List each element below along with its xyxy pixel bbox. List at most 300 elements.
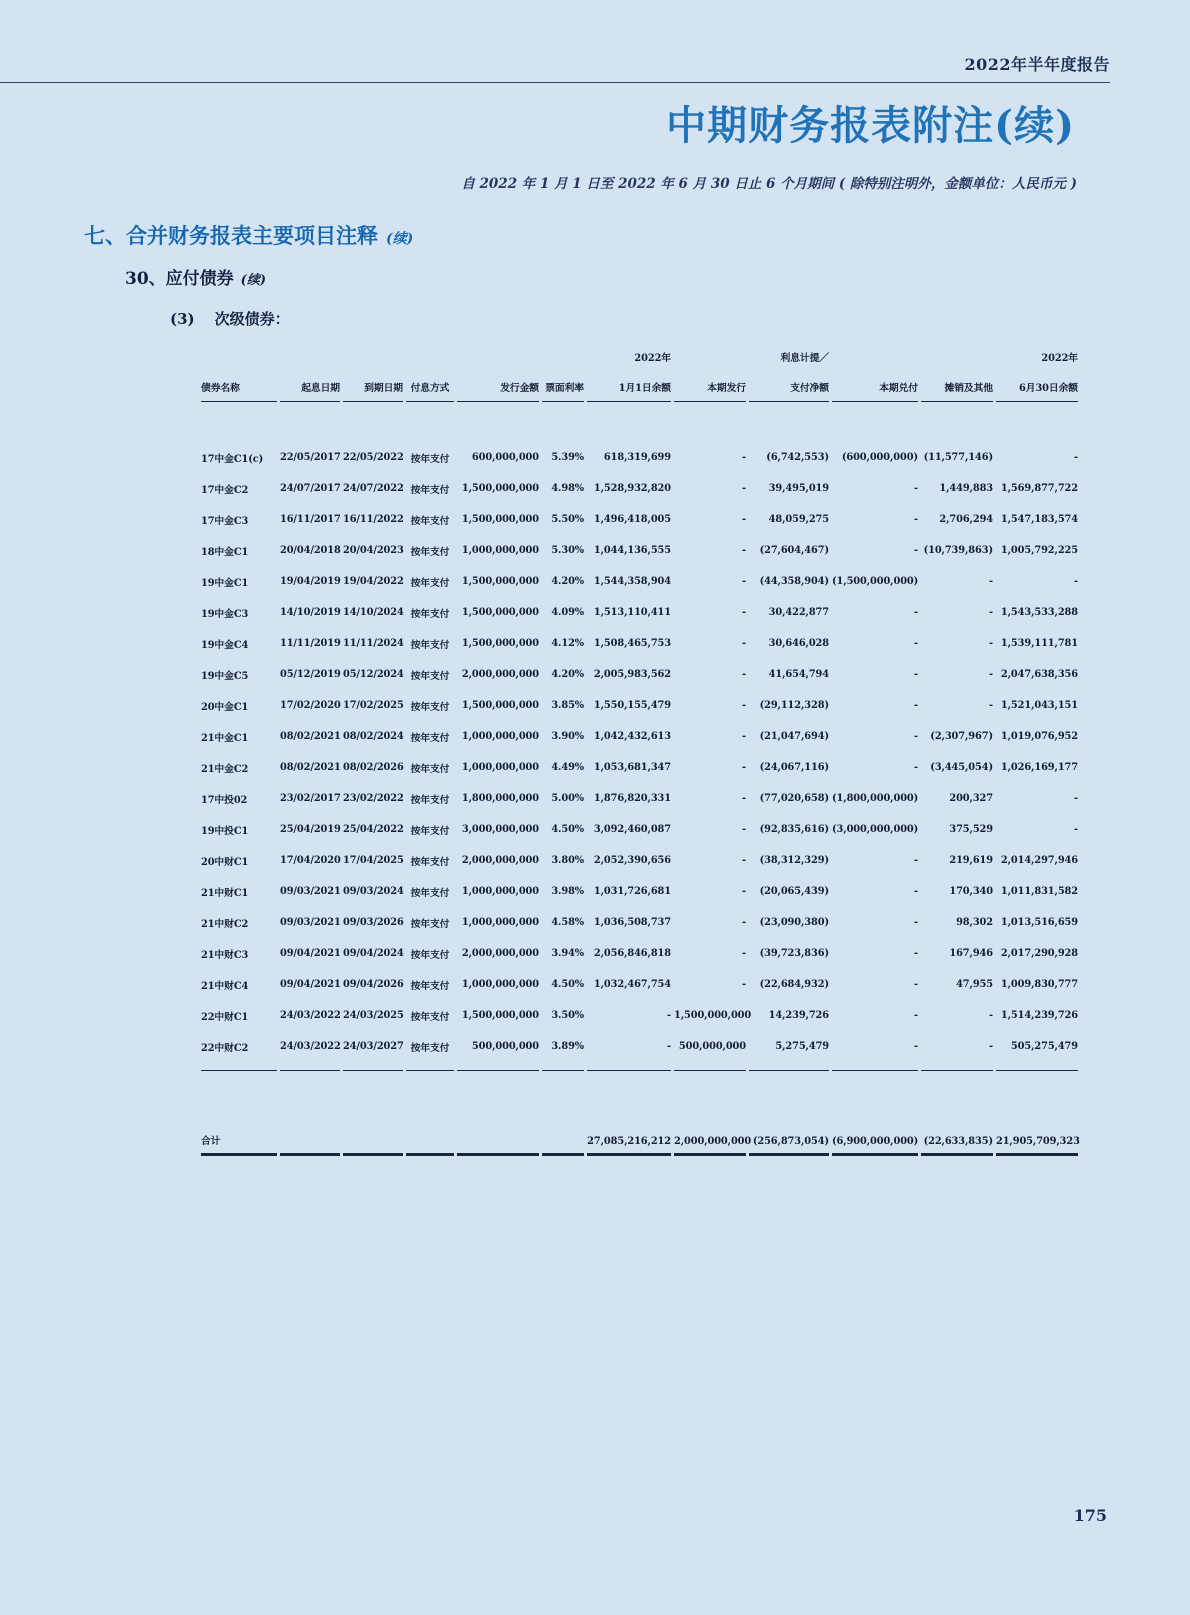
bond-cell: 5.00%	[551, 793, 584, 804]
bond-cell: 按年支付	[410, 453, 450, 465]
bond-cell: -	[914, 545, 918, 556]
bond-cell: 1,500,000,000	[674, 1010, 752, 1021]
bond-cell: 25/04/2022	[343, 824, 404, 835]
bond-cell: (2,307,967)	[930, 731, 993, 742]
bond-cell: 24/07/2022	[343, 483, 404, 494]
bond-cell: 167,946	[949, 948, 993, 959]
bond-cell: 16/11/2022	[343, 514, 404, 525]
bond-cell: (3,445,054)	[930, 762, 993, 773]
column-header: 2022年	[1041, 353, 1078, 364]
bond-cell: 22中财C2	[201, 1031, 277, 1071]
bond-cell: 14/10/2024	[343, 607, 404, 618]
bond-cell: 1,013,516,659	[1000, 917, 1078, 928]
bond-cell: -	[742, 669, 746, 680]
bond-cell: (600,000,000)	[841, 452, 918, 463]
bond-cell: 09/04/2021	[280, 979, 341, 990]
column-header	[343, 334, 403, 364]
column-header	[457, 334, 539, 364]
bond-cell: 3.50%	[551, 1010, 584, 1021]
bond-cell: 1,569,877,722	[1000, 483, 1078, 494]
column-header: 票面利率	[542, 364, 584, 402]
bond-cell: 2,005,983,562	[593, 669, 671, 680]
bond-cell: 1,876,820,331	[593, 793, 671, 804]
bond-cell: 21中财C4	[201, 980, 249, 992]
bond-cell: 1,500,000,000	[461, 638, 539, 649]
column-header	[674, 334, 746, 364]
column-header	[542, 334, 584, 364]
section-heading-suffix: (续)	[386, 231, 414, 247]
bond-cell: -	[989, 1010, 993, 1021]
bond-cell: 4.20%	[551, 576, 584, 587]
subsection-heading-text: 30、应付债券	[125, 269, 234, 289]
bond-cell: -	[914, 762, 918, 773]
bond-cell: 24/07/2017	[280, 483, 341, 494]
bond-cell: -	[742, 700, 746, 711]
bond-cell: 2,017,290,928	[1000, 948, 1078, 959]
bond-cell: 09/04/2024	[343, 948, 404, 959]
bond-cell: -	[587, 1031, 671, 1071]
bond-cell: -	[742, 948, 746, 959]
bond-cell: 600,000,000	[471, 452, 539, 463]
bond-cell: 19/04/2019	[280, 576, 341, 587]
table-row	[201, 845, 1078, 876]
table-row	[201, 504, 1078, 535]
bond-cell: 23/02/2017	[280, 793, 341, 804]
bond-cell: 19中金C4	[201, 639, 249, 651]
bond-cell: -	[914, 638, 918, 649]
total-empty-cell	[406, 1071, 454, 1156]
bond-cell: 按年支付	[410, 484, 450, 496]
bond-cell: 09/04/2021	[280, 948, 341, 959]
bond-cell: -	[989, 700, 993, 711]
table-row	[201, 969, 1078, 1000]
bond-cell: 2,052,390,656	[593, 855, 671, 866]
bond-cell: 48,059,275	[768, 514, 829, 525]
bond-cell: 5.39%	[551, 452, 584, 463]
bond-cell: -	[742, 607, 746, 618]
column-header	[406, 334, 454, 364]
bond-cell: 1,521,043,151	[1000, 700, 1078, 711]
subsection-heading	[125, 264, 266, 289]
bond-cell: (21,047,694)	[759, 731, 829, 742]
bond-cell: 21中金C1	[201, 732, 249, 744]
item-title: 次级债券：	[214, 310, 290, 328]
bond-cell: -	[742, 886, 746, 897]
bond-table-wrap	[198, 334, 1081, 1156]
bond-cell: -	[989, 638, 993, 649]
bond-cell: 2,014,297,946	[1000, 855, 1078, 866]
bond-cell: 22/05/2017	[280, 452, 341, 463]
bond-cell: 22中财C1	[201, 1011, 249, 1023]
bond-cell: 2,000,000,000	[461, 669, 539, 680]
bond-cell: (39,723,836)	[759, 948, 829, 959]
column-header: 1月1日余额	[587, 364, 671, 402]
bond-cell: 按年支付	[410, 577, 450, 589]
bond-cell: 1,000,000,000	[461, 886, 539, 897]
bond-cell: (77,020,658)	[759, 793, 829, 804]
bond-cell: (22,684,932)	[759, 979, 829, 990]
bond-cell: 3.90%	[551, 731, 584, 742]
bond-cell: 1,508,465,753	[593, 638, 671, 649]
bond-cell: 1,500,000,000	[461, 514, 539, 525]
bond-cell: 19中金C5	[201, 670, 249, 682]
report-label: 2022年半年度报告	[964, 55, 1110, 74]
bond-cell: 1,019,076,952	[1000, 731, 1078, 742]
table-row	[201, 690, 1078, 721]
bond-cell: -	[742, 638, 746, 649]
bond-cell: 按年支付	[410, 515, 450, 527]
bond-cell: 按年支付	[410, 887, 450, 899]
bond-cell: 1,544,358,904	[593, 576, 671, 587]
total-empty-cell	[343, 1071, 403, 1156]
bond-cell: 08/02/2021	[280, 731, 341, 742]
bond-table	[198, 334, 1081, 1156]
total-empty-cell	[280, 1071, 340, 1156]
bond-cell: 47,955	[956, 979, 993, 990]
column-header	[201, 334, 277, 364]
column-header	[921, 334, 993, 364]
bond-cell: (38,312,329)	[759, 855, 829, 866]
bond-cell: 19中投C1	[201, 825, 249, 837]
bond-cell: 08/02/2026	[343, 762, 404, 773]
bond-cell: 17/04/2025	[343, 855, 404, 866]
bond-cell: 按年支付	[410, 701, 450, 713]
total-row	[201, 1071, 1078, 1156]
bond-cell: 09/03/2021	[280, 917, 341, 928]
page-subtitle: 自 2022 年 1 月 1 日至 2022 年 6 月 30 日止 6 个月期间 ( 除特别注明外，金额单位：人民币元 )	[461, 176, 1077, 192]
bond-cell: 2,000,000,000	[461, 948, 539, 959]
bond-cell: 1,543,533,288	[1000, 607, 1078, 618]
bond-cell: 3.80%	[551, 855, 584, 866]
bond-cell: 98,302	[956, 917, 993, 928]
column-header: 本期兑付	[832, 364, 918, 402]
column-header: 2022年	[634, 353, 671, 364]
page-title: 中期财务报表附注(续)	[666, 102, 1075, 149]
bond-cell: 24/03/2025	[343, 1010, 404, 1021]
bond-cell: 19中金C1	[201, 577, 249, 589]
total-cell: 2,000,000,000	[674, 1071, 746, 1156]
bond-cell: 按年支付	[410, 949, 450, 961]
bond-cell: 1,000,000,000	[461, 545, 539, 556]
item-number: (3)	[170, 310, 195, 328]
bond-cell: -	[914, 700, 918, 711]
bond-cell: -	[914, 917, 918, 928]
bond-cell: 按年支付	[410, 546, 450, 558]
header-rule	[0, 82, 1110, 83]
bond-cell: -	[989, 576, 993, 587]
bond-cell: -	[742, 979, 746, 990]
column-header: 利息计提／	[780, 353, 829, 364]
bond-cell: 618,319,699	[603, 452, 671, 463]
bond-cell: -	[1074, 824, 1078, 835]
bond-cell: -	[1074, 452, 1078, 463]
bond-cell: 1,513,110,411	[593, 607, 671, 618]
bond-cell: 24/03/2027	[343, 1031, 403, 1071]
column-header	[280, 334, 340, 364]
bond-cell: 200,327	[949, 793, 993, 804]
bond-cell: 18中金C1	[201, 546, 249, 558]
bond-cell: 4.09%	[551, 607, 584, 618]
section-heading	[84, 220, 413, 250]
bond-cell: -	[742, 762, 746, 773]
bond-cell: -	[914, 514, 918, 525]
bond-cell: 09/03/2026	[343, 917, 404, 928]
column-header: 支付净额	[749, 364, 829, 402]
bond-cell: 24/03/2022	[280, 1031, 340, 1071]
bond-cell: 1,000,000,000	[461, 979, 539, 990]
bond-cell: 09/03/2021	[280, 886, 341, 897]
bond-cell: 按年支付	[410, 856, 450, 868]
bond-cell: 按年支付	[410, 670, 450, 682]
table-row	[201, 566, 1078, 597]
item-line	[170, 308, 290, 329]
bond-cell: 1,026,169,177	[1000, 762, 1078, 773]
bond-cell: -	[1074, 793, 1078, 804]
bond-cell: (23,090,380)	[759, 917, 829, 928]
bond-cell: (10,739,863)	[923, 545, 993, 556]
total-cell: (256,873,054)	[749, 1071, 829, 1156]
bond-cell: (29,112,328)	[759, 700, 829, 711]
bond-cell: 5,275,479	[749, 1031, 829, 1071]
column-header: 摊销及其他	[921, 364, 993, 402]
bond-cell: -	[742, 917, 746, 928]
bond-cell: 5.30%	[551, 545, 584, 556]
bond-cell: (24,067,116)	[759, 762, 829, 773]
bond-cell: (92,835,616)	[759, 824, 829, 835]
bond-cell: 1,032,467,754	[593, 979, 671, 990]
bond-cell: 3.94%	[551, 948, 584, 959]
table-row	[201, 659, 1078, 690]
bond-cell: 17中金C3	[201, 515, 249, 527]
bond-cell: 4.49%	[551, 762, 584, 773]
bond-cell: 30,646,028	[768, 638, 829, 649]
column-header	[832, 334, 918, 364]
bond-cell: 11/11/2024	[343, 638, 404, 649]
bond-cell: -	[914, 607, 918, 618]
total-cell: 21,905,709,323	[996, 1071, 1078, 1156]
bond-cell: -	[914, 948, 918, 959]
bond-cell: (6,742,553)	[766, 452, 829, 463]
bond-cell: 1,000,000,000	[461, 917, 539, 928]
bond-cell: -	[914, 979, 918, 990]
bond-cell: 500,000,000	[457, 1031, 539, 1071]
bond-cell: 05/12/2024	[343, 669, 404, 680]
bond-cell: 11/11/2019	[280, 638, 341, 649]
bond-cell: 20中财C1	[201, 856, 249, 868]
bond-cell: 按年支付	[410, 1011, 450, 1023]
bond-cell: 1,500,000,000	[461, 700, 539, 711]
bond-cell: 25/04/2019	[280, 824, 341, 835]
column-header: 到期日期	[343, 364, 403, 402]
bond-cell: -	[914, 731, 918, 742]
bond-cell: 2,056,846,818	[593, 948, 671, 959]
table-row	[201, 402, 1078, 473]
table-row	[201, 752, 1078, 783]
bond-cell: 19中金C3	[201, 608, 249, 620]
bond-cell: -	[742, 855, 746, 866]
table-row	[201, 876, 1078, 907]
bond-cell: 20/04/2023	[343, 545, 404, 556]
bond-cell: 1,528,932,820	[593, 483, 671, 494]
bond-cell: -	[742, 483, 746, 494]
bond-cell: 4.58%	[551, 917, 584, 928]
bond-cell: 500,000,000	[674, 1031, 746, 1071]
bond-cell: 16/11/2017	[280, 514, 341, 525]
bond-cell: 4.98%	[551, 483, 584, 494]
bond-cell: 5.50%	[551, 514, 584, 525]
column-header: 本期发行	[674, 364, 746, 402]
bond-cell: 4.50%	[551, 824, 584, 835]
bond-cell: 30,422,877	[768, 607, 829, 618]
table-body	[201, 402, 1078, 1071]
bond-cell: (3,000,000,000)	[832, 824, 919, 835]
bond-cell: 1,000,000,000	[461, 762, 539, 773]
bond-cell: -	[914, 886, 918, 897]
total-cell: (22,633,835)	[921, 1071, 993, 1156]
bond-cell: 2,000,000,000	[461, 855, 539, 866]
bond-cell: (44,358,904)	[759, 576, 829, 587]
bond-cell: 1,042,432,613	[593, 731, 671, 742]
table-row	[201, 721, 1078, 752]
bond-cell: 17中金C1(c)	[201, 453, 264, 465]
bond-cell: 505,275,479	[996, 1031, 1078, 1071]
bond-cell: 按年支付	[410, 980, 450, 992]
column-header: 发行金额	[457, 364, 539, 402]
header-row	[201, 364, 1078, 402]
bond-cell: 4.50%	[551, 979, 584, 990]
table-row	[201, 907, 1078, 938]
table-row	[201, 1000, 1078, 1031]
bond-cell: -	[742, 793, 746, 804]
bond-cell: (27,604,467)	[759, 545, 829, 556]
bond-cell: (20,065,439)	[759, 886, 829, 897]
bond-cell: -	[742, 731, 746, 742]
bond-cell: 3.85%	[551, 700, 584, 711]
bond-cell: -	[914, 1010, 918, 1021]
table-row	[201, 628, 1078, 659]
bond-cell: (1,800,000,000)	[832, 793, 919, 804]
table-row	[201, 938, 1078, 969]
bond-cell: 1,031,726,681	[593, 886, 671, 897]
bond-cell: -	[742, 514, 746, 525]
column-header: 起息日期	[280, 364, 340, 402]
bond-cell: 1,496,418,005	[593, 514, 671, 525]
bond-cell: -	[667, 1010, 671, 1021]
bond-cell: 17/04/2020	[280, 855, 341, 866]
bond-cell: 1,044,136,555	[593, 545, 671, 556]
bond-cell: 1,550,155,479	[593, 700, 671, 711]
bond-cell: 09/03/2024	[343, 886, 404, 897]
bond-cell: -	[921, 1031, 993, 1071]
bond-cell: 05/12/2019	[280, 669, 341, 680]
bond-cell: 08/02/2021	[280, 762, 341, 773]
bond-cell: 按年支付	[410, 918, 450, 930]
bond-cell: 2,706,294	[939, 514, 993, 525]
bond-cell: -	[914, 669, 918, 680]
header-row	[201, 334, 1078, 364]
bond-cell: 3.89%	[542, 1031, 584, 1071]
bond-cell: 19/04/2022	[343, 576, 404, 587]
bond-cell: 3,000,000,000	[461, 824, 539, 835]
bond-cell: 1,449,883	[939, 483, 993, 494]
bond-cell: -	[989, 669, 993, 680]
table-footer	[201, 1071, 1078, 1156]
table-row	[201, 597, 1078, 628]
bond-cell: 14,239,726	[768, 1010, 829, 1021]
bond-cell: 21中财C3	[201, 949, 249, 961]
bond-cell: 41,654,794	[768, 669, 829, 680]
bond-cell: 24/03/2022	[280, 1010, 341, 1021]
table-header	[201, 334, 1078, 402]
total-cell: 27,085,216,212	[587, 1071, 671, 1156]
bond-cell: 1,500,000,000	[461, 576, 539, 587]
bond-cell: 17/02/2025	[343, 700, 404, 711]
bond-cell: (1,500,000,000)	[832, 576, 919, 587]
bond-cell: 2,047,638,356	[1000, 669, 1078, 680]
bond-cell: 1,547,183,574	[1000, 514, 1078, 525]
bond-cell: -	[914, 855, 918, 866]
bond-cell: 按年支付	[410, 732, 450, 744]
bond-cell: 170,340	[949, 886, 993, 897]
bond-cell: 1,011,831,582	[1000, 886, 1078, 897]
bond-cell: 1,800,000,000	[461, 793, 539, 804]
column-header: 债券名称	[201, 364, 277, 402]
bond-cell: 按年支付	[406, 1031, 454, 1071]
bond-cell: -	[1074, 576, 1078, 587]
bond-cell: 23/02/2022	[343, 793, 404, 804]
bond-cell: 按年支付	[410, 763, 450, 775]
bond-cell: 1,539,111,781	[1000, 638, 1078, 649]
bond-cell: 1,514,239,726	[1000, 1010, 1078, 1021]
bond-cell: -	[914, 483, 918, 494]
bond-cell: 21中财C2	[201, 918, 249, 930]
section-heading-text: 七、合并财务报表主要项目注释	[84, 223, 378, 248]
bond-cell: 20/04/2018	[280, 545, 341, 556]
bond-cell: 1,053,681,347	[593, 762, 671, 773]
bond-cell: 17/02/2020	[280, 700, 341, 711]
page-number: 175	[1073, 1506, 1107, 1525]
bond-cell: -	[742, 824, 746, 835]
bond-cell: 09/04/2026	[343, 979, 404, 990]
total-label: 合计	[201, 1071, 277, 1156]
column-header: 6月30日余额	[996, 364, 1078, 402]
bond-cell: 1,009,830,777	[1000, 979, 1078, 990]
bond-cell: 按年支付	[410, 608, 450, 620]
bond-cell: 219,619	[949, 855, 993, 866]
table-row	[201, 473, 1078, 504]
bond-cell: 3.98%	[551, 886, 584, 897]
bond-cell: 1,500,000,000	[461, 1010, 539, 1021]
bond-cell: 4.12%	[551, 638, 584, 649]
bond-cell: 4.20%	[551, 669, 584, 680]
bond-cell: 1,000,000,000	[461, 731, 539, 742]
bond-cell: 39,495,019	[768, 483, 829, 494]
bond-cell: 1,500,000,000	[461, 483, 539, 494]
bond-cell: 20中金C1	[201, 701, 249, 713]
table-row	[201, 1031, 1078, 1071]
bond-cell: -	[832, 1031, 918, 1071]
bond-cell: 375,529	[949, 824, 993, 835]
table-row	[201, 783, 1078, 814]
bond-cell: 14/10/2019	[280, 607, 341, 618]
bond-cell: 1,036,508,737	[593, 917, 671, 928]
bond-cell: (11,577,146)	[923, 452, 993, 463]
bond-cell: 1,500,000,000	[461, 607, 539, 618]
bond-cell: -	[989, 607, 993, 618]
subsection-heading-suffix: (续)	[240, 273, 266, 288]
bond-cell: 08/02/2024	[343, 731, 404, 742]
bond-cell: 1,005,792,225	[1000, 545, 1078, 556]
